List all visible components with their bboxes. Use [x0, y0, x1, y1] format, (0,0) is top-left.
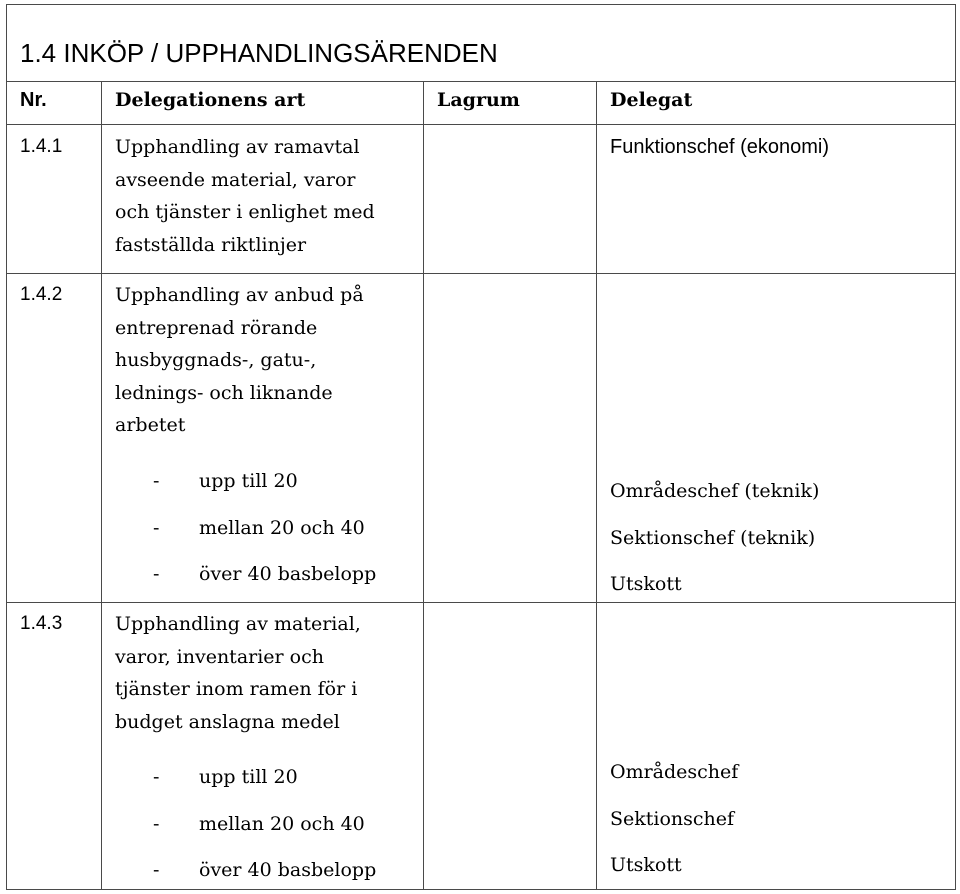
description-line: varor, inventarier och — [115, 645, 324, 668]
dash: - — [153, 563, 160, 585]
section-title: 1.4 INKÖP / UPPHANDLINGSÄRENDEN — [20, 38, 498, 68]
description-line: lednings- och liknande — [115, 381, 333, 404]
description-line: husbyggnads-, gatu-, — [115, 349, 317, 371]
sub-items — [199, 754, 376, 894]
sub-item-dashes — [153, 754, 159, 894]
description-line: och tjänster i enlighet med — [115, 201, 375, 223]
sub-item: upp till 20 — [199, 766, 298, 788]
delegation-description — [115, 279, 364, 442]
col-divider-art — [423, 81, 424, 890]
delegate: Funktionschef (ekonomi) — [610, 136, 829, 158]
row-number: 1.4.1 — [20, 136, 63, 157]
dash: - — [153, 812, 160, 835]
row-number: 1.4.3 — [20, 613, 63, 634]
delegate: Områdeschef — [610, 761, 739, 783]
description-line: Upphandling av anbud på — [115, 284, 364, 306]
sub-item: mellan 20 och 40 — [199, 812, 365, 835]
header-divider — [6, 124, 956, 125]
delegates — [610, 468, 819, 608]
description-line: Upphandling av ramavtal — [115, 136, 360, 158]
sub-item: upp till 20 — [199, 470, 298, 492]
column-header-art: Delegationens art — [115, 89, 306, 111]
delegate: Utskott — [610, 854, 682, 876]
description-line: avseende material, varor — [115, 168, 356, 191]
dash: - — [153, 516, 160, 539]
delegate: Sektionschef (teknik) — [610, 526, 816, 549]
column-header-lagrum: Lagrum — [437, 89, 520, 111]
delegation-description — [115, 608, 361, 738]
row-number: 1.4.2 — [20, 284, 63, 305]
sub-items — [199, 458, 376, 598]
column-header-delegat: Delegat — [610, 89, 693, 111]
delegate: Sektionschef — [610, 807, 735, 830]
dash: - — [153, 766, 160, 788]
column-header-nr: Nr. — [20, 89, 47, 111]
col-divider-nr — [101, 81, 102, 890]
sub-item: över 40 basbelopp — [199, 859, 377, 881]
description-line: budget anslagna medel — [115, 710, 340, 733]
delegate: Områdeschef (teknik) — [610, 480, 820, 502]
delegation-description — [115, 131, 375, 261]
title-divider — [6, 81, 956, 82]
description-line: Upphandling av material, — [115, 613, 361, 635]
delegate: Utskott — [610, 573, 682, 595]
dash: - — [153, 470, 160, 492]
description-line: fastställda riktlinjer — [115, 233, 307, 256]
delegates — [610, 749, 738, 889]
col-divider-lagrum — [596, 81, 597, 890]
sub-item: över 40 basbelopp — [199, 563, 377, 585]
description-line: tjänster inom ramen för i — [115, 678, 358, 700]
dash: - — [153, 859, 160, 881]
description-line: entreprenad rörande — [115, 316, 318, 339]
description-line: arbetet — [115, 414, 186, 436]
sub-item-dashes — [153, 458, 159, 598]
row-divider-1 — [6, 273, 956, 274]
sub-item: mellan 20 och 40 — [199, 516, 365, 539]
